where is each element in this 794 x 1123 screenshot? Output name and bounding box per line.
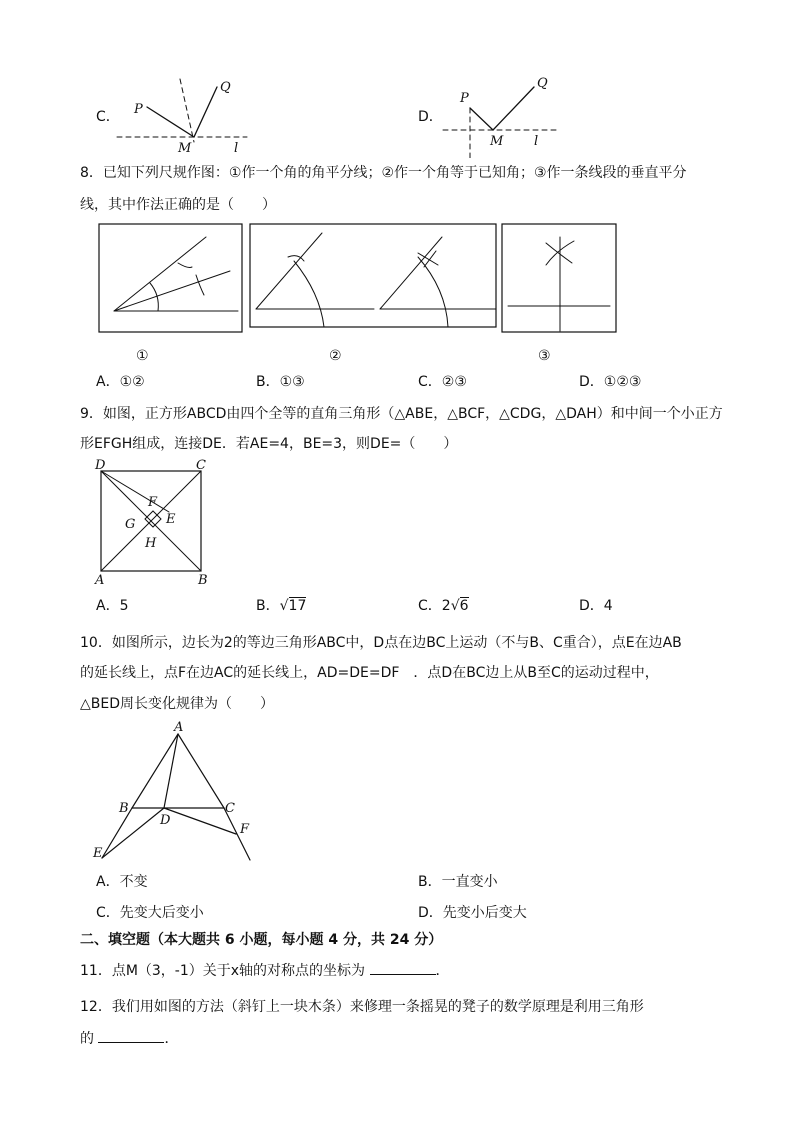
q10-stem-line2: 的延长线上，点F在边AC的延长线上，AD=DE=DF ．点D在BC边上从B至C的运动过程中， xyxy=(80,665,659,681)
q11-answer-blank[interactable] xyxy=(370,960,436,975)
label-m: M xyxy=(490,134,504,149)
label-e: E xyxy=(166,512,176,527)
label-c: C xyxy=(196,458,206,473)
label-d: D xyxy=(160,813,171,828)
q10-option-a[interactable]: A．不变 xyxy=(96,874,148,890)
q10-option-b[interactable]: B．一直变小 xyxy=(418,874,498,890)
fig1-ray2 xyxy=(114,237,206,311)
label-b: B xyxy=(119,801,129,816)
q9-option-c-radicand: 6 xyxy=(459,598,469,614)
q9-stem-line1: 9．如图，正方形ABCD由四个全等的直角三角形（△ABE，△BCF，△CDG，△DAH）和中间一个小正方 xyxy=(80,406,723,422)
q7-figure-d xyxy=(438,70,568,158)
label-l: l xyxy=(534,134,539,149)
q9-option-b-radicand: 17 xyxy=(288,598,307,614)
label-e: E xyxy=(93,846,103,861)
fig2-arc-b xyxy=(418,257,448,327)
q9-option-c-prefix: C．2 xyxy=(418,598,451,614)
q8-fig-label-1: ① xyxy=(136,348,149,364)
q11-suffix: ． xyxy=(435,963,450,979)
fig3-frame xyxy=(502,224,616,332)
label-l: l xyxy=(234,141,239,156)
q8-fig-label-3: ③ xyxy=(538,348,551,364)
q10-option-d[interactable]: D．先变小后变大 xyxy=(418,905,527,921)
q8-stem-line2: 线，其中作法正确的是（ ） xyxy=(80,197,276,213)
label-p: P xyxy=(460,91,469,106)
segment-mq xyxy=(194,87,217,137)
label-m: M xyxy=(178,141,192,156)
label-q: Q xyxy=(220,80,231,95)
label-a: A xyxy=(95,573,105,588)
q8-option-b[interactable]: B．①③ xyxy=(256,374,305,390)
q11-text: 11．点M（3，-1）关于x轴的对称点的坐标为 xyxy=(80,963,366,979)
q12-answer-blank[interactable] xyxy=(98,1028,164,1043)
q10-option-c[interactable]: C．先变大后变小 xyxy=(96,905,204,921)
q10-stem-line1: 10．如图所示，边长为2的等边三角形ABC中，D点在边BC上运动（不与B、C重合），点E在边AB xyxy=(80,635,682,651)
label-g: G xyxy=(125,517,136,532)
segment-de xyxy=(102,808,164,858)
side-ac xyxy=(178,734,224,808)
q9-option-c[interactable] xyxy=(418,596,469,616)
fig1-frame xyxy=(99,224,242,332)
q7-option-d-label[interactable]: D． xyxy=(418,109,443,125)
fig2-side-b xyxy=(380,237,442,309)
segment-pm xyxy=(470,108,493,130)
sqrt-icon: √ xyxy=(279,598,289,614)
line-de xyxy=(101,471,169,512)
q9-option-b[interactable] xyxy=(256,596,306,616)
q8-figures xyxy=(98,223,620,338)
label-p: P xyxy=(134,102,143,117)
q12-prefix: 的 xyxy=(80,1031,94,1047)
fig2-frame xyxy=(250,224,496,327)
fig1-bisector xyxy=(114,271,230,311)
fig2-side-a xyxy=(256,233,322,309)
q8-option-d[interactable]: D．①②③ xyxy=(579,374,642,390)
section-2-title: 二、填空题（本大题共 6 小题，每小题 4 分，共 24 分） xyxy=(80,932,443,948)
fig2-cross-1 xyxy=(418,253,438,265)
segment-pm xyxy=(147,107,194,137)
label-d: D xyxy=(95,458,106,473)
q8-option-a[interactable]: A．①② xyxy=(96,374,145,390)
q9-option-a[interactable]: A．5 xyxy=(96,598,129,614)
q9-figure xyxy=(92,456,212,588)
q9-option-b-prefix: B． xyxy=(256,598,280,614)
segment-mq xyxy=(493,87,534,130)
q9-stem-line2: 形EFGH组成，连接DE．若AE=4，BE=3，则DE=（ ） xyxy=(80,436,458,452)
fig2-arc-a xyxy=(294,261,324,327)
q7-figure-c xyxy=(112,72,252,158)
label-h: H xyxy=(145,536,157,551)
label-f: F xyxy=(240,822,250,837)
q12-stem-line2 xyxy=(80,1028,178,1049)
q8-fig-label-2: ② xyxy=(329,348,342,364)
q11-stem xyxy=(80,960,450,981)
q12-stem-line1: 12．我们用如图的方法（斜钉上一块木条）来修理一条摇晃的凳子的数学原理是利用三角形 xyxy=(80,999,644,1015)
fig1-arc-right xyxy=(196,275,204,295)
q8-stem-line1: 8．已知下列尺规作图：①作一个角的角平分线；②作一个角等于已知角；③作一条线段的垂直平分 xyxy=(80,165,687,181)
q12-suffix: ． xyxy=(164,1031,179,1047)
q8-option-c[interactable]: C．②③ xyxy=(418,374,467,390)
label-b: B xyxy=(198,573,208,588)
fig2-cross-2 xyxy=(424,251,436,267)
label-a: A xyxy=(174,720,184,735)
q7-option-c-label[interactable]: C． xyxy=(96,109,120,125)
label-q: Q xyxy=(537,76,548,91)
q10-figure xyxy=(88,716,268,866)
q10-stem-line3: △BED周长变化规律为（ ） xyxy=(80,696,274,712)
label-c: C xyxy=(225,801,235,816)
sqrt-icon: √ xyxy=(450,598,460,614)
label-f: F xyxy=(148,495,158,510)
fig1-arc-top xyxy=(178,263,192,268)
q9-option-d[interactable]: D．4 xyxy=(579,598,613,614)
